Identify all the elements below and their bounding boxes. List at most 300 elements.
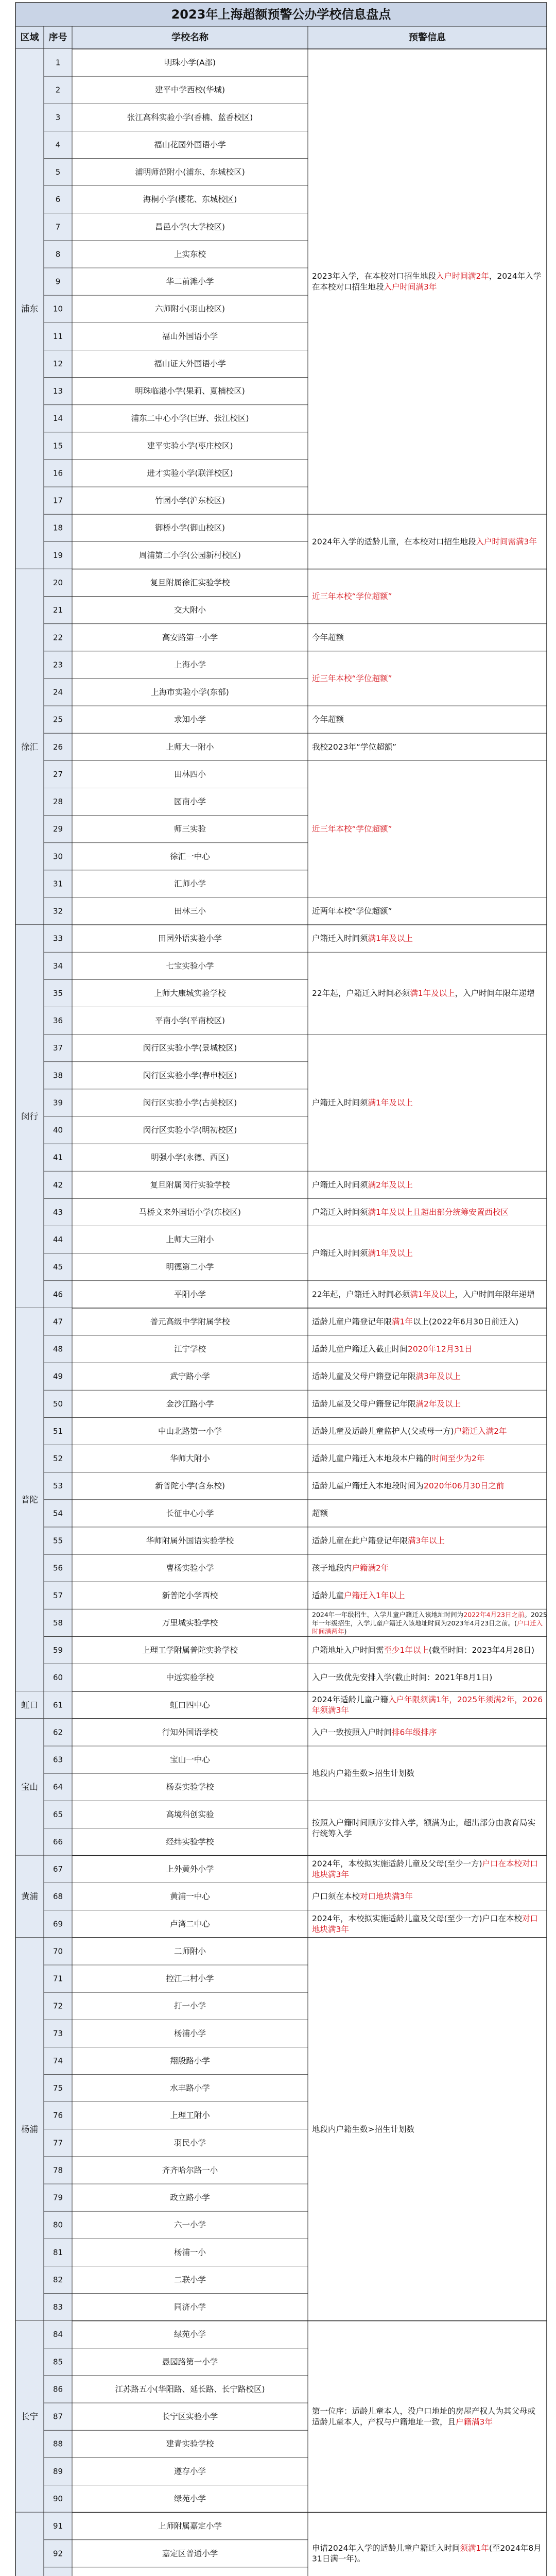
district-label: 徐汇 — [21, 742, 38, 752]
svg-text:近三年本校“学位超额”: 近三年本校“学位超额” — [312, 824, 392, 834]
school-name: 平阳小学 — [173, 1290, 206, 1299]
row-number: 73 — [53, 2028, 63, 2038]
row-number: 58 — [53, 1618, 63, 1628]
svg-text:户籍迁入时间须满1年及以上且超出部分统筹安置西校区: 户籍迁入时间须满1年及以上且超出部分统筹安置西校区 — [312, 1207, 509, 1217]
district-section — [15, 1719, 547, 1856]
svg-text:近两年本校“学位超额”: 近两年本校“学位超额” — [312, 906, 392, 916]
table-row — [53, 2330, 206, 2339]
school-name: 建平实验小学(枣庄校区) — [147, 441, 233, 451]
table-row — [53, 1837, 214, 1846]
table-row — [53, 1946, 206, 1956]
row-number: 15 — [53, 441, 63, 451]
row-number: 82 — [53, 2275, 63, 2284]
school-name: 二联小学 — [173, 2275, 206, 2284]
district-label: 闵行 — [21, 1111, 38, 1122]
table-row — [53, 660, 206, 669]
school-name: 上海小学 — [173, 660, 206, 670]
district-label: 浦东 — [21, 304, 38, 314]
warning-info — [312, 271, 541, 292]
svg-text:我校2023年“学位超额”: 我校2023年“学位超额” — [312, 742, 397, 752]
table-row — [53, 961, 214, 971]
school-name: 明强小学(永德、西区) — [151, 1153, 229, 1162]
row-number: 46 — [53, 1290, 63, 1299]
table-row — [53, 2111, 210, 2120]
row-number: 87 — [53, 2412, 63, 2421]
school-name: 七宝实验小学 — [166, 961, 214, 971]
school-name: 武宁路小学 — [170, 1371, 210, 1381]
school-name: 新普陀小学(含东校) — [154, 1481, 225, 1491]
table-row — [56, 194, 237, 204]
table-row — [53, 1481, 225, 1490]
table-row — [53, 688, 229, 697]
warning-info — [312, 906, 392, 916]
school-name: 中远实验学校 — [166, 1673, 214, 1683]
table-row — [53, 1673, 214, 1682]
school-name: 田园外语实验小学 — [158, 934, 222, 943]
table-row — [53, 770, 206, 779]
district-label: 宝山 — [21, 1782, 38, 1792]
school-name: 华二前滩小学 — [166, 277, 214, 286]
school-name: 上实东校 — [173, 249, 206, 259]
row-number: 25 — [53, 715, 63, 724]
table-row — [53, 2494, 206, 2503]
row-number: 52 — [53, 1454, 63, 1464]
warning-info — [312, 742, 396, 752]
row-number: 65 — [53, 1809, 63, 1819]
table-row — [53, 2029, 206, 2038]
row-number: 3 — [55, 112, 61, 122]
school-name: 上师大三附小 — [166, 1235, 214, 1245]
table-row — [53, 1345, 206, 1354]
school-name: 江苏路五小(华阳路、延长路、长宁路校区) — [115, 2384, 265, 2394]
school-name: 绿苑小学 — [173, 2494, 206, 2503]
row-number: 1 — [55, 58, 61, 67]
table-row — [53, 523, 225, 533]
row-number: 14 — [53, 414, 63, 423]
school-name: 绿苑小学 — [173, 2330, 206, 2340]
header-warning-info: 预警信息 — [409, 32, 446, 43]
row-number: 37 — [53, 1043, 63, 1053]
warning-info — [312, 1645, 534, 1655]
row-number: 66 — [53, 1837, 63, 1846]
svg-text:行统筹入学: 行统筹入学 — [312, 1828, 352, 1838]
school-name: 宝山一中心 — [170, 1755, 210, 1765]
school-name: 江宁学校 — [173, 1344, 206, 1354]
school-name: 金沙江路小学 — [166, 1399, 214, 1409]
row-number: 74 — [53, 2056, 63, 2065]
svg-text:2024年入学的适龄儿童，在本校对口招生地段入户时间需满3年: 2024年入学的适龄儿童，在本校对口招生地段入户时间需满3年 — [312, 537, 537, 547]
row-number: 48 — [53, 1344, 63, 1354]
warning-info — [312, 1590, 405, 1600]
school-name: 马桥文来外国语小学(东校区) — [138, 1207, 241, 1217]
svg-text:2024年适龄儿童户籍入户年限须满1年，2025年须满2年，: 2024年适龄儿童户籍入户年限须满1年，2025年须满2年，2026 — [312, 1694, 543, 1704]
row-number: 79 — [53, 2193, 63, 2202]
school-name: 田林四小 — [173, 769, 206, 779]
warning-info — [312, 1508, 328, 1518]
school-name: 周浦第二小学(公园新村校区) — [138, 550, 241, 560]
school-name: 政立路小学 — [170, 2193, 210, 2202]
row-number: 8 — [55, 249, 61, 259]
svg-text:近三年本校“学位超额”: 近三年本校“学位超额” — [312, 673, 392, 683]
warning-info — [312, 1207, 509, 1217]
table-row — [53, 989, 226, 998]
table-row — [53, 715, 206, 724]
table-row — [53, 551, 241, 560]
school-name: 建青实验学校 — [166, 2439, 214, 2449]
school-name: 中山北路第一小学 — [158, 1426, 222, 1436]
school-name: 万里城实验学校 — [162, 1618, 218, 1628]
warning-info — [312, 591, 392, 601]
district-label: 长宁 — [21, 2412, 38, 2422]
table-row — [53, 359, 226, 368]
district-label: 普陀 — [21, 1495, 38, 1505]
table-row — [56, 167, 245, 177]
row-number: 50 — [53, 1399, 63, 1409]
district-label: 杨浦 — [21, 2124, 38, 2134]
district-section — [15, 1938, 547, 2321]
warning-info — [312, 2543, 542, 2564]
table-row — [53, 2002, 206, 2011]
school-name: 昌邑小学(大学校区) — [154, 222, 225, 232]
warning-info — [312, 715, 344, 724]
header-district: 区域 — [20, 32, 39, 43]
school-name: 浦明师范附小(浦东、东城校区) — [135, 167, 245, 177]
svg-text:2024年，本校拟实施适龄儿童及父母(至少一方)户口在本校对: 2024年，本校拟实施适龄儿童及父母(至少一方)户口在本校对口 — [312, 1913, 538, 1923]
warning-info — [312, 934, 413, 943]
school-name: 行知外国语学校 — [162, 1727, 218, 1737]
row-number: 47 — [53, 1317, 63, 1327]
warning-info — [312, 1399, 461, 1409]
warning-info — [312, 632, 344, 642]
warning-info — [312, 1891, 413, 1901]
row-number: 30 — [53, 852, 63, 861]
school-name: 明珠临港小学(果莉、夏楠校区) — [135, 386, 245, 396]
table-row — [53, 468, 233, 478]
row-number: 77 — [53, 2138, 63, 2148]
row-number: 76 — [53, 2111, 63, 2121]
school-name: 复旦附属徐汇实验学校 — [150, 578, 230, 588]
row-number: 27 — [53, 769, 63, 779]
school-name: 翔殷路小学 — [170, 2056, 210, 2065]
svg-text:2023年入学，在本校对口招生地段入户时间满2年，2024年: 2023年入学，在本校对口招生地段入户时间满2年，2024年入学 — [312, 272, 542, 281]
table-row — [53, 2248, 206, 2257]
district-section — [15, 925, 547, 1308]
school-name: 复旦附属闵行实验学校 — [150, 1180, 230, 1190]
warning-info — [312, 1913, 538, 1934]
table-row — [53, 797, 206, 806]
warning-info — [312, 1727, 437, 1737]
svg-text:孩子地段内户籍满2年: 孩子地段内户籍满2年 — [312, 1563, 389, 1573]
svg-text:31日满一年)。: 31日满一年)。 — [312, 2554, 366, 2564]
school-name: 闵行区实验小学(古美校区) — [143, 1098, 237, 1108]
table-row — [53, 1646, 238, 1655]
row-number: 83 — [53, 2302, 63, 2312]
school-name: 福山花园外国语小学 — [154, 140, 226, 149]
svg-text:年须满3年: 年须满3年 — [312, 1705, 349, 1715]
school-name: 闵行区实验小学(春申校区) — [143, 1071, 237, 1080]
row-number: 18 — [53, 523, 63, 533]
table-row — [53, 1974, 214, 1984]
school-name: 六师附小(羽山校区) — [154, 304, 225, 314]
table-row — [53, 632, 218, 642]
row-number: 68 — [53, 1892, 63, 1902]
school-name: 田林三小 — [173, 906, 206, 916]
table-row — [53, 496, 225, 505]
school-name: 嘉定区普通小学 — [162, 2549, 218, 2558]
school-name: 师三实验 — [173, 824, 206, 834]
row-number: 23 — [53, 660, 63, 670]
row-number: 16 — [53, 468, 63, 478]
row-number: 62 — [53, 1727, 63, 1737]
svg-text:地段内户籍生数>招生计划数: 地段内户籍生数>招生计划数 — [312, 1769, 414, 1778]
table-row — [53, 2165, 218, 2175]
table-row — [53, 2138, 206, 2147]
table-row — [53, 605, 206, 615]
svg-text:申请2024年入学的适龄儿童户籍迁入时间须满1年(至2024: 申请2024年入学的适龄儿童户籍迁入时间须满1年(至2024年8月 — [312, 2543, 542, 2553]
header-school-name: 学校名称 — [171, 32, 208, 43]
table-row — [53, 1290, 206, 1299]
school-name: 杨浦一小 — [173, 2247, 206, 2257]
table-row — [53, 2384, 265, 2394]
row-number: 49 — [53, 1371, 63, 1381]
table-row — [53, 2549, 218, 2558]
school-name: 福山证大外国语小学 — [154, 359, 226, 368]
row-number: 92 — [53, 2549, 63, 2558]
table-row — [56, 112, 253, 122]
warning-info — [312, 1180, 413, 1190]
warning-info — [312, 1316, 518, 1326]
table-row — [53, 304, 225, 314]
svg-text:22年起，户籍迁入时间必须满1年及以上，入户时间年限年递增: 22年起，户籍迁入时间必须满1年及以上，入户时间年限年递增 — [312, 988, 535, 998]
svg-text:2024年，本校拟实施适龄儿童及父母(至少一方)户口在本校对: 2024年，本校拟实施适龄儿童及父母(至少一方)户口在本校对口 — [312, 1859, 538, 1869]
warning-info — [312, 1248, 413, 1258]
warning-info — [312, 1426, 507, 1436]
school-name: 曹杨实验小学 — [166, 1563, 214, 1573]
school-name: 长宁区实验小学 — [162, 2412, 218, 2421]
school-name: 愚园路第一小学 — [162, 2357, 218, 2367]
row-number: 33 — [53, 934, 63, 943]
row-number: 64 — [53, 1782, 63, 1792]
school-name: 竹园小学(沪东校区) — [154, 496, 225, 505]
school-name: 黄浦一中心 — [170, 1892, 210, 1902]
row-number: 75 — [53, 2083, 63, 2093]
school-name: 建平中学西校(华城) — [154, 85, 225, 95]
table-row — [53, 2302, 206, 2312]
school-name: 闵行区实验小学(景城校区) — [143, 1043, 237, 1053]
header-row — [15, 26, 547, 49]
svg-text:第一位序：适龄儿童本人，没户口地址的房屋产权人为其父母或: 第一位序：适龄儿童本人，没户口地址的房屋产权人为其父母或 — [312, 2406, 536, 2416]
table-row — [53, 1016, 225, 1025]
warning-info — [312, 1694, 543, 1715]
district-section — [15, 1691, 547, 1719]
table-row — [53, 2083, 210, 2093]
warning-info — [312, 1097, 413, 1107]
warning-info — [312, 1563, 389, 1573]
row-number: 17 — [53, 496, 63, 505]
svg-text:地段内户籍生数>招生计划数: 地段内户籍生数>招生计划数 — [312, 2124, 414, 2134]
row-number: 26 — [53, 742, 63, 752]
row-number: 57 — [53, 1590, 63, 1600]
district-section — [15, 569, 547, 925]
school-name: 遵存小学 — [173, 2466, 206, 2476]
school-name: 卢湾二中心 — [170, 1919, 210, 1929]
table-row — [56, 140, 226, 149]
district-label: 虹口 — [21, 1700, 38, 1710]
school-name: 上师附属嘉定小学 — [158, 2521, 222, 2531]
school-name: 长征中心小学 — [166, 1509, 214, 1518]
svg-text:适龄儿童及父母户籍登记年限满2年及以上: 适龄儿童及父母户籍登记年限满2年及以上 — [312, 1399, 461, 1409]
school-name: 汇师小学 — [173, 879, 206, 889]
table-row — [53, 1755, 210, 1765]
row-number: 67 — [53, 1865, 63, 1874]
warning-info — [312, 1453, 484, 1463]
row-number: 29 — [53, 824, 63, 834]
svg-text:适龄儿童户籍迁入本地段本户籍的时间至少为2年: 适龄儿童户籍迁入本地段本户籍的时间至少为2年 — [312, 1454, 485, 1464]
table-row — [56, 249, 206, 259]
svg-text:在本校对口招生地段入户时间满3年: 在本校对口招生地段入户时间满3年 — [312, 282, 437, 292]
table-row — [53, 1891, 210, 1901]
row-number: 86 — [53, 2384, 63, 2394]
school-name: 普元高级中学附属学校 — [150, 1317, 230, 1327]
svg-text:入户一致按照入户时间排6年级排序: 入户一致按照入户时间排6年级排序 — [312, 1727, 437, 1737]
school-name: 高境科创实验 — [166, 1809, 214, 1819]
table-row — [53, 2357, 218, 2366]
row-number: 78 — [53, 2165, 63, 2175]
school-name: 张江高科实验小学(香楠、蓝香校区) — [127, 112, 253, 122]
district-label: 黄浦 — [21, 1891, 38, 1902]
row-number: 12 — [53, 359, 63, 368]
warning-info — [312, 1859, 538, 1879]
school-name: 上外黄外小学 — [166, 1865, 214, 1874]
svg-text:适龄儿童及适龄儿童监护人(父或母一方)户籍迁入满2年: 适龄儿童及适龄儿童监护人(父或母一方)户籍迁入满2年 — [312, 1426, 507, 1436]
svg-text:适龄儿童户籍迁入1年以上: 适龄儿童户籍迁入1年以上 — [312, 1590, 405, 1600]
row-number: 21 — [53, 605, 63, 615]
svg-text:近三年本校“学位超额”: 近三年本校“学位超额” — [312, 591, 392, 601]
svg-text:适龄儿童在此户籍登记年限满3年以上: 适龄儿童在此户籍登记年限满3年以上 — [312, 1536, 445, 1546]
table-row — [53, 2439, 214, 2449]
school-name: 上海市实验小学(东部) — [151, 687, 229, 697]
school-name: 虹口四中心 — [170, 1700, 210, 1710]
school-name: 二师附小 — [173, 1946, 206, 1956]
table-row — [53, 1427, 222, 1436]
row-number: 72 — [53, 2001, 63, 2011]
table-row — [53, 1509, 214, 1518]
row-number: 39 — [53, 1098, 63, 1108]
row-number: 55 — [53, 1536, 63, 1546]
table-row — [53, 1454, 210, 1463]
table-row — [53, 1564, 214, 1573]
school-name: 上理工附小 — [170, 2111, 210, 2121]
warning-info — [312, 1818, 535, 1838]
row-number: 31 — [53, 879, 63, 889]
row-number: 5 — [55, 167, 61, 177]
row-number: 89 — [53, 2466, 63, 2476]
table-row — [53, 824, 206, 834]
table-row — [56, 222, 225, 231]
school-name: 求知小学 — [173, 715, 206, 724]
table-row — [53, 414, 249, 423]
warning-info — [312, 1768, 414, 1778]
svg-text:2024年一年级招生，入学儿童户籍迁入该地址时间为2022年: 2024年一年级招生，入学儿童户籍迁入该地址时间为2022年4月23日之前。2025 — [312, 1611, 547, 1619]
svg-text:入户一致优先安排入学(截止时间：2021年8月1日): 入户一致优先安排入学(截止时间：2021年8月1日) — [312, 1673, 493, 1683]
table-row — [53, 1399, 214, 1409]
school-name: 园南小学 — [173, 797, 206, 807]
table-row — [53, 1727, 218, 1737]
table-row — [53, 2521, 222, 2531]
table-row — [53, 2193, 210, 2202]
table-row — [56, 58, 216, 67]
table-row — [53, 1783, 214, 1792]
table-row — [53, 1071, 237, 1080]
school-name: 上师大一附小 — [166, 742, 214, 752]
school-name: 杨浦小学 — [173, 2028, 206, 2038]
row-number: 7 — [55, 222, 61, 232]
district-section — [15, 1855, 547, 1937]
svg-text:按照入户籍时间顺序安排入学，额满为止，超出部分由教育局实: 按照入户籍时间顺序安排入学，额满为止，超出部分由教育局实 — [312, 1818, 536, 1827]
school-name: 平南小学(平南校区) — [154, 1016, 225, 1026]
school-name: 齐齐哈尔路一小 — [162, 2165, 218, 2175]
table-row — [53, 440, 233, 450]
warning-info — [312, 824, 392, 834]
row-number: 10 — [53, 304, 63, 314]
school-name: 华师大附小 — [170, 1454, 210, 1464]
table-row — [56, 86, 225, 95]
table-row — [53, 1536, 234, 1546]
school-name: 新普陀小学西校 — [162, 1590, 218, 1600]
table-row — [53, 1208, 241, 1217]
svg-text:年一年级招生，入学儿童户籍迁入该地址时间为2023年4月23: 年一年级招生，入学儿童户籍迁入该地址时间为2023年4月23日之前。(户口迁入 — [312, 1619, 543, 1627]
table-row — [53, 2467, 206, 2476]
table-row — [53, 578, 230, 587]
school-name: 明德第二小学 — [166, 1262, 214, 1272]
table-row — [53, 332, 218, 341]
table-row — [53, 1153, 229, 1162]
row-number: 40 — [53, 1125, 63, 1135]
row-number: 63 — [53, 1755, 63, 1765]
table-row — [53, 1864, 214, 1874]
svg-text:地块满3年: 地块满3年 — [312, 1924, 349, 1934]
school-name: 进才实验小学(联洋校区) — [147, 468, 233, 478]
row-number: 4 — [55, 140, 61, 149]
school-name: 浦东二中心小学(巨野、张江校区) — [131, 414, 249, 423]
table-row — [53, 1126, 237, 1135]
warning-info — [312, 1481, 504, 1490]
row-number: 6 — [55, 195, 61, 205]
warning-info — [312, 2124, 414, 2134]
row-number: 2 — [55, 85, 61, 95]
row-number: 43 — [53, 1207, 63, 1217]
table-row — [53, 2056, 210, 2065]
school-name: 高安路第一小学 — [162, 633, 218, 642]
svg-text:适龄儿童户籍登记年限满1年以上(2022年6月30日前迁入): 适龄儿童户籍登记年限满1年以上(2022年6月30日前迁入) — [312, 1317, 519, 1327]
svg-text:22年起，户籍迁入时间必须满1年及以上，入户时间年限年递增: 22年起，户籍迁入时间必须满1年及以上，入户时间年限年递增 — [312, 1290, 535, 1299]
table-row — [53, 1316, 230, 1326]
row-number: 88 — [53, 2439, 63, 2449]
row-number: 41 — [53, 1153, 63, 1162]
district-section — [15, 2321, 547, 2513]
school-name: 杨泰实验学校 — [166, 1782, 214, 1792]
row-number: 90 — [53, 2494, 63, 2503]
warning-info — [312, 1536, 445, 1546]
row-number: 61 — [53, 1700, 63, 1710]
district-section — [15, 49, 547, 569]
table-row — [53, 1809, 214, 1819]
row-number: 85 — [53, 2357, 63, 2367]
school-name: 六一小学 — [173, 2220, 206, 2230]
district-section — [15, 2513, 547, 2576]
row-number: 71 — [53, 1974, 63, 1984]
school-name: 徐汇一中心 — [170, 852, 210, 861]
